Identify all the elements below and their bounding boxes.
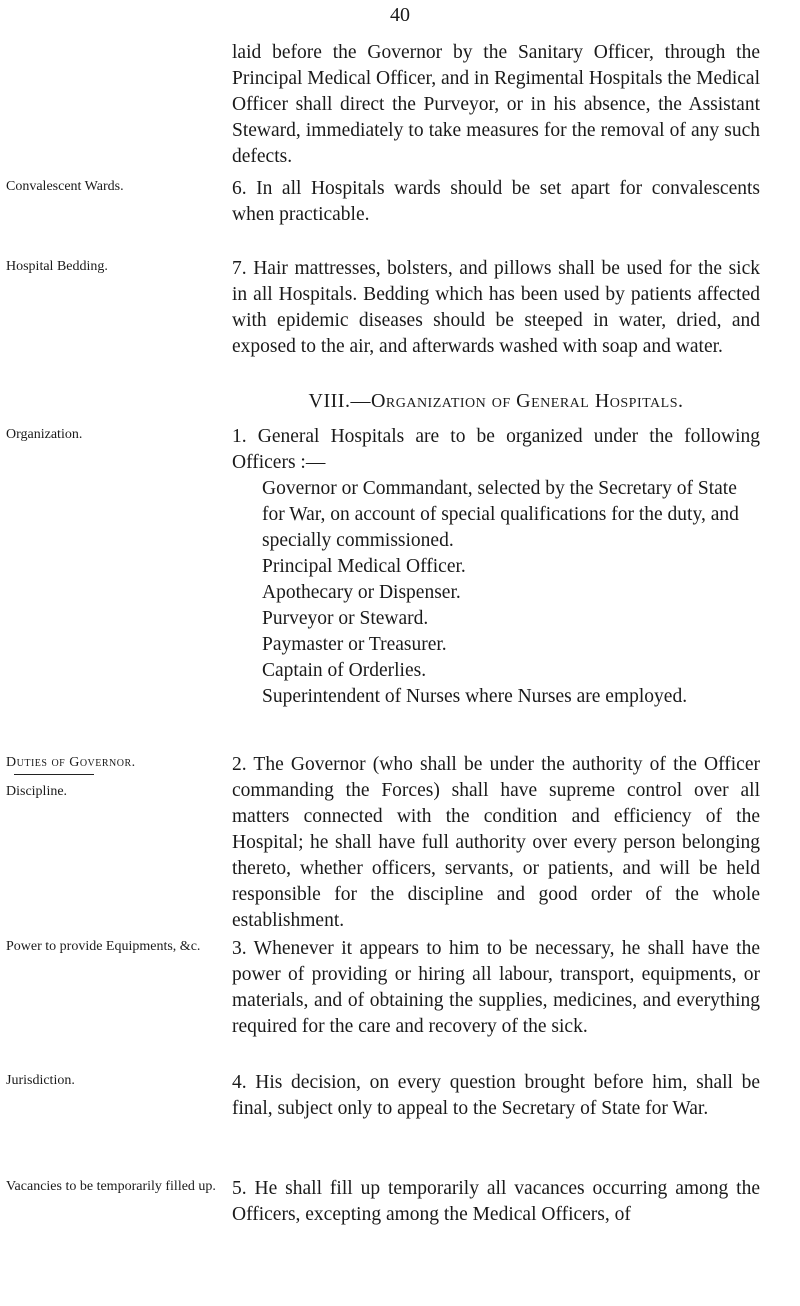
list-item: [232, 554, 760, 580]
section-4: 4. His decision, on every question brought before him, shall be final, subject only to appeal to the Secretary of State for War.: [232, 1072, 760, 1119]
officer-item: Paymaster or Treasurer.: [262, 634, 447, 655]
margin-note-discipline: Discipline.: [6, 784, 68, 799]
list-item: [232, 580, 760, 606]
margin-note-duties-block: [6, 754, 218, 801]
list-item: [232, 684, 760, 710]
paragraph-7: 7. Hair mattresses, bolsters, and pillows shall be used for the sick in all Hospitals. Bedding which has been used by patients affected with epidemic diseases should be steeped in water, dried, and exposed to the air, and afterwards washed with soap and water.: [232, 258, 760, 357]
list-item: [232, 606, 760, 632]
officer-item: Governor or Commandant, selected by the Secretary of State for War, on account of special qualifications for the duty, and specially commissioned.: [262, 478, 739, 551]
section-3: 3. Whenever it appears to him to be necessary, he shall have the power of providing or hiring all labour, transport, equipments, or materials, and of obtaining the supplies, medicines, and everything required for the care and recovery of the sick.: [232, 938, 760, 1037]
margin-note-jurisdiction: Jurisdiction.: [6, 1073, 75, 1088]
officer-item: Purveyor or Steward.: [262, 608, 429, 629]
paragraph-6: 6. In all Hospitals wards should be set apart for convalescents when practicable.: [232, 178, 760, 225]
officer-item: Captain of Orderlies.: [262, 660, 427, 681]
list-item: [232, 476, 760, 554]
margin-note-convalescent: Convalescent Wards.: [6, 179, 124, 194]
section-5: 5. He shall fill up temporarily all vacances occurring among the Officers, excepting among the Medical Officers, of: [232, 1178, 760, 1225]
list-item: [232, 632, 760, 658]
margin-note-power: Power to provide Equipments, &c.: [6, 939, 201, 954]
margin-note-bedding: Hospital Bedding.: [6, 259, 108, 274]
officer-item: Superintendent of Nurses where Nurses are employed.: [262, 686, 688, 707]
intro-paragraph: laid before the Governor by the Sanitary Officer, through the Principal Medical Officer, and in Regimental Hospitals the Medical Officer shall direct the Purveyor, or in his absence, the Assistant Steward, immediately to take measures for the removal of any such defects.: [232, 42, 760, 167]
margin-note-duties: Duties of Governor.: [6, 755, 136, 770]
page-number: 40: [390, 4, 410, 26]
section-2: 2. The Governor (who shall be under the authority of the Officer commanding the Forces) shall have supreme control over all matters connected with the condition and efficiency of the Hospital; he shall have full authority over every person belonging thereto, whether officers, servants, or patients, and will be held responsible for the discipline and good order of the whole establishment.: [232, 754, 760, 931]
margin-note-organization: Organization.: [6, 427, 83, 442]
margin-note-vacancies: Vacancies to be temporarily filled up.: [6, 1179, 216, 1194]
officer-list: [232, 476, 760, 710]
section-heading: VIII.—Organization of General Hospitals.: [308, 390, 684, 412]
section-1-intro: 1. General Hospitals are to be organized under the following Officers :—: [232, 426, 760, 473]
officer-item: Principal Medical Officer.: [262, 556, 466, 577]
officer-item: Apothecary or Dispenser.: [262, 582, 461, 603]
list-item: [232, 658, 760, 684]
divider: [14, 774, 94, 775]
